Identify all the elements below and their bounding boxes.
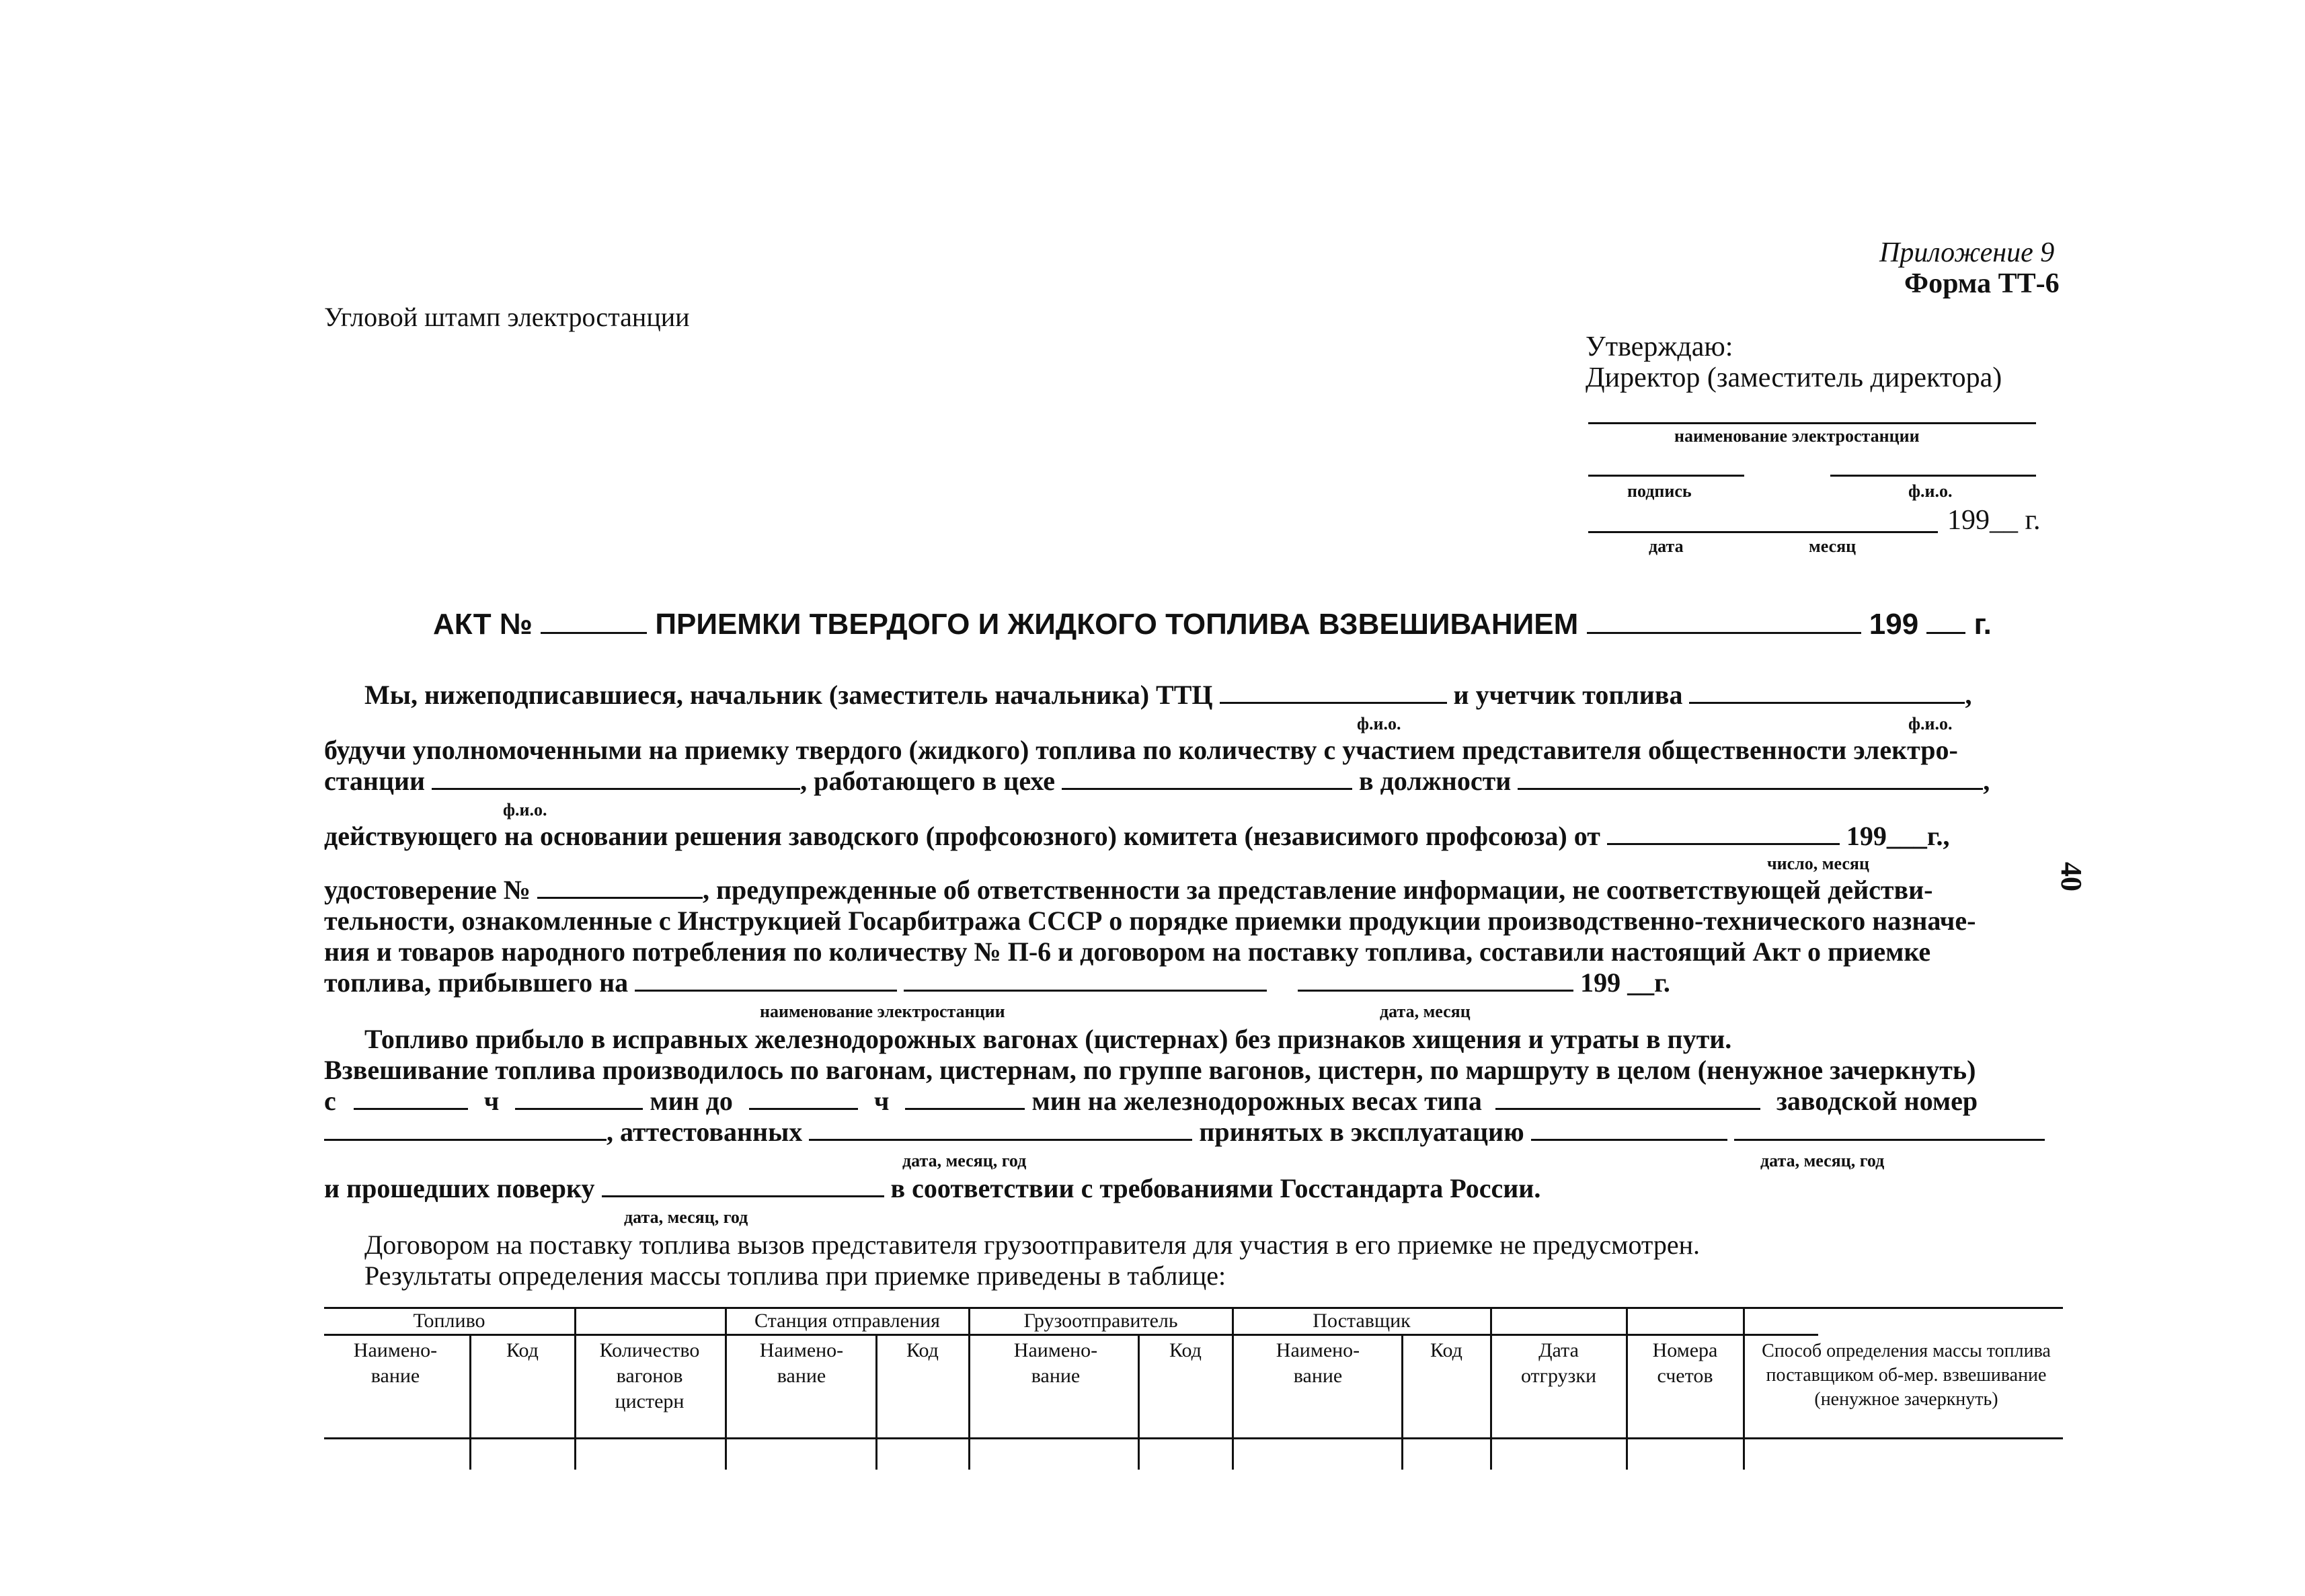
end-hour-field[interactable] bbox=[749, 1085, 858, 1110]
col-sep-9 bbox=[1490, 1308, 1492, 1470]
commissioning-date-field-2[interactable] bbox=[1734, 1116, 2045, 1141]
col-sep-11 bbox=[1743, 1308, 1745, 1470]
col-station-code: Код bbox=[906, 1339, 939, 1361]
act-title-year: 199 bbox=[1869, 608, 1919, 641]
body-text-3a: станции bbox=[324, 766, 426, 796]
body-text-5b: , предупрежденные об ответственности за представление информации, не соответствующей действи- bbox=[703, 875, 1933, 905]
table-group-rule bbox=[324, 1334, 1818, 1336]
body-text-11a: с bbox=[324, 1086, 336, 1116]
group-fuel: Топливо bbox=[413, 1310, 485, 1332]
act-number-blank[interactable] bbox=[541, 609, 647, 634]
body-line-7: ния и товаров народного потребления по количеству № П-6 и договором на поставку топлива, составили настоящий Акт о приемке bbox=[324, 936, 1931, 967]
table-header-bottom-rule bbox=[324, 1437, 2063, 1439]
fio-line[interactable] bbox=[1830, 475, 2036, 477]
act-year-blank[interactable] bbox=[1926, 609, 1965, 634]
certificate-number-field[interactable] bbox=[537, 874, 703, 899]
plant-name-caption: наименование электростанции bbox=[1674, 426, 1920, 446]
body-line-12 bbox=[324, 1116, 2045, 1148]
signature-caption: подпись bbox=[1627, 481, 1692, 501]
fuel-clerk-fio-field[interactable] bbox=[1689, 679, 1965, 704]
col-sep-10 bbox=[1626, 1308, 1628, 1470]
body-text-11d: ч bbox=[873, 1086, 890, 1116]
body-text-3b: , работающего в цехе bbox=[800, 766, 1056, 796]
act-title-g: г. bbox=[1974, 608, 1992, 641]
certification-date-field[interactable] bbox=[809, 1116, 1192, 1141]
body-text-11b: ч bbox=[483, 1086, 500, 1116]
fio-caption-1: ф.и.о. bbox=[1357, 714, 1401, 733]
date-month-caption: дата, месяц bbox=[1380, 1002, 1471, 1021]
approve-year: 199__ г. bbox=[1947, 505, 2041, 536]
arrival-plant-field-1[interactable] bbox=[635, 967, 897, 992]
date-caption: дата bbox=[1649, 536, 1684, 556]
col-sep-2 bbox=[574, 1308, 576, 1470]
col-method: Способ определения массы топлива поставщиком об-мер. взвешивание (ненужное зачеркнуть) bbox=[1762, 1341, 2051, 1410]
commissioning-date-field-1[interactable] bbox=[1531, 1116, 1727, 1141]
committee-decision-date-field[interactable] bbox=[1607, 820, 1840, 845]
body-text-3d: , bbox=[1983, 766, 1990, 796]
verification-date-field[interactable] bbox=[602, 1172, 884, 1197]
body-line-11 bbox=[324, 1085, 1978, 1117]
corner-stamp-label: Угловой штамп электростанции bbox=[324, 302, 690, 332]
end-minute-field[interactable] bbox=[905, 1085, 1025, 1110]
scale-type-field[interactable] bbox=[1495, 1085, 1760, 1110]
col-ship-date: Дата отгрузки bbox=[1520, 1339, 1597, 1387]
body-text-3c: в должности bbox=[1359, 766, 1512, 796]
day-month-caption: число, месяц bbox=[1767, 854, 1869, 873]
body-line-10: Взвешивание топлива производилось по вагонам, цистернам, по группе вагонов, цистерн, по маршруту в целом (ненужное зачеркнуть) bbox=[324, 1055, 1976, 1085]
body-text-1a: Мы, нижеподписавшиеся, начальник (заместитель начальника) ТТЦ bbox=[364, 680, 1213, 710]
body-text-4a: действующего на основании решения заводского (профсоюзного) комитета (независимого профсоюза) от bbox=[324, 821, 1600, 851]
body-line-15: Результаты определения массы топлива при приемке приведены в таблице: bbox=[364, 1261, 1226, 1291]
col-station-name: Наимено-вание bbox=[759, 1339, 844, 1387]
plant-name-line[interactable] bbox=[1588, 422, 2036, 424]
body-text-13a: и прошедших поверку bbox=[324, 1173, 595, 1203]
arrival-plant-field-2[interactable] bbox=[904, 967, 1267, 992]
body-line-8 bbox=[324, 967, 1670, 999]
act-title bbox=[433, 608, 1992, 641]
col-tank-count: Количество вагонов цистерн bbox=[599, 1339, 700, 1412]
body-text-11c: мин до bbox=[650, 1086, 733, 1116]
body-text-12b: принятых в эксплуатацию bbox=[1199, 1117, 1524, 1147]
body-line-2: будучи уполномоченными на приемку твердого (жидкого) топлива по количеству с участием представителя общественности электро- bbox=[324, 735, 1958, 765]
arrival-date-field[interactable] bbox=[1298, 967, 1573, 992]
body-line-9: Топливо прибыло в исправных железнодорожных вагонах (цистернах) без признаков хищения и утраты в пути. bbox=[364, 1024, 1732, 1054]
start-minute-field[interactable] bbox=[515, 1085, 643, 1110]
body-line-5 bbox=[324, 874, 1933, 906]
col-supplier-name: Наимено-вание bbox=[1276, 1339, 1360, 1387]
body-line-4 bbox=[324, 820, 1950, 852]
group-station: Станция отправления bbox=[754, 1310, 940, 1332]
director-label: Директор (заместитель директора) bbox=[1586, 362, 2002, 393]
body-line-3 bbox=[324, 765, 1990, 797]
col-shipper-code: Код bbox=[1169, 1339, 1202, 1361]
approve-label: Утверждаю: bbox=[1586, 331, 1733, 362]
factory-number-field[interactable] bbox=[324, 1116, 607, 1141]
appendix-label: Приложение 9 bbox=[1879, 237, 2055, 268]
fio-caption-3: ф.и.о. bbox=[503, 800, 547, 820]
col-shipper-name: Наимено-вание bbox=[1013, 1339, 1098, 1387]
body-text-4b: 199___г., bbox=[1846, 821, 1950, 851]
date-line[interactable] bbox=[1588, 531, 1938, 533]
group-supplier: Поставщик bbox=[1313, 1310, 1411, 1332]
body-text-5a: удостоверение № bbox=[324, 875, 531, 905]
col-supplier-code: Код bbox=[1430, 1339, 1462, 1361]
date-month-year-caption-1: дата, месяц, год bbox=[902, 1151, 1027, 1170]
body-text-1c: , bbox=[1965, 680, 1972, 710]
col-fuel-code: Код bbox=[506, 1339, 539, 1361]
body-text-8a: топлива, прибывшего на bbox=[324, 967, 629, 998]
act-date-blank[interactable] bbox=[1587, 609, 1861, 634]
group-shipper: Грузоотправитель bbox=[1023, 1310, 1178, 1332]
body-text-1b: и учетчик топлива bbox=[1453, 680, 1683, 710]
form-label: Форма ТТ-6 bbox=[1904, 268, 2060, 299]
month-caption: месяц bbox=[1809, 536, 1857, 556]
col-fuel-name: Наимено-вание bbox=[353, 1339, 438, 1387]
page-number: 40 bbox=[2055, 862, 2088, 891]
act-title-main: ПРИЕМКИ ТВЕРДОГО И ЖИДКОГО ТОПЛИВА ВЗВЕШИВАНИЕМ bbox=[655, 608, 1579, 641]
public-rep-fio-field[interactable] bbox=[432, 765, 800, 790]
body-text-11e: мин на железнодорожных весах типа bbox=[1031, 1086, 1482, 1116]
body-line-13 bbox=[324, 1172, 1540, 1205]
body-text-13b: в соответствии с требованиями Госстандарта России. bbox=[890, 1173, 1541, 1203]
start-hour-field[interactable] bbox=[354, 1085, 468, 1110]
body-line-14: Договором на поставку топлива вызов представителя грузоотправителя для участия в его приемке не предусмотрен. bbox=[364, 1230, 1701, 1260]
ttc-head-fio-field[interactable] bbox=[1220, 679, 1447, 704]
fio-caption: ф.и.о. bbox=[1908, 481, 1953, 501]
date-month-year-caption-3: дата, месяц, год bbox=[624, 1207, 748, 1227]
act-title-number-label: АКТ № bbox=[433, 608, 533, 641]
body-text-11f: заводской номер bbox=[1776, 1086, 1978, 1116]
body-text-12a: , аттестованных bbox=[607, 1117, 803, 1147]
plant-name-caption-2: наименование электростанции bbox=[760, 1002, 1005, 1021]
body-text-8b: 199 __г. bbox=[1580, 967, 1670, 998]
date-month-year-caption-2: дата, месяц, год bbox=[1760, 1151, 1885, 1170]
signature-line[interactable] bbox=[1588, 475, 1744, 477]
body-line-1 bbox=[364, 679, 1971, 711]
position-field[interactable] bbox=[1518, 765, 1983, 790]
fio-caption-2: ф.и.о. bbox=[1908, 714, 1953, 733]
col-invoice-numbers: Номера счетов bbox=[1652, 1339, 1718, 1387]
body-line-6: тельности, ознакомленные с Инструкцией Госарбитража СССР о порядке приемки продукции производственно-технического назначе- bbox=[324, 906, 1976, 936]
workshop-field[interactable] bbox=[1062, 765, 1352, 790]
